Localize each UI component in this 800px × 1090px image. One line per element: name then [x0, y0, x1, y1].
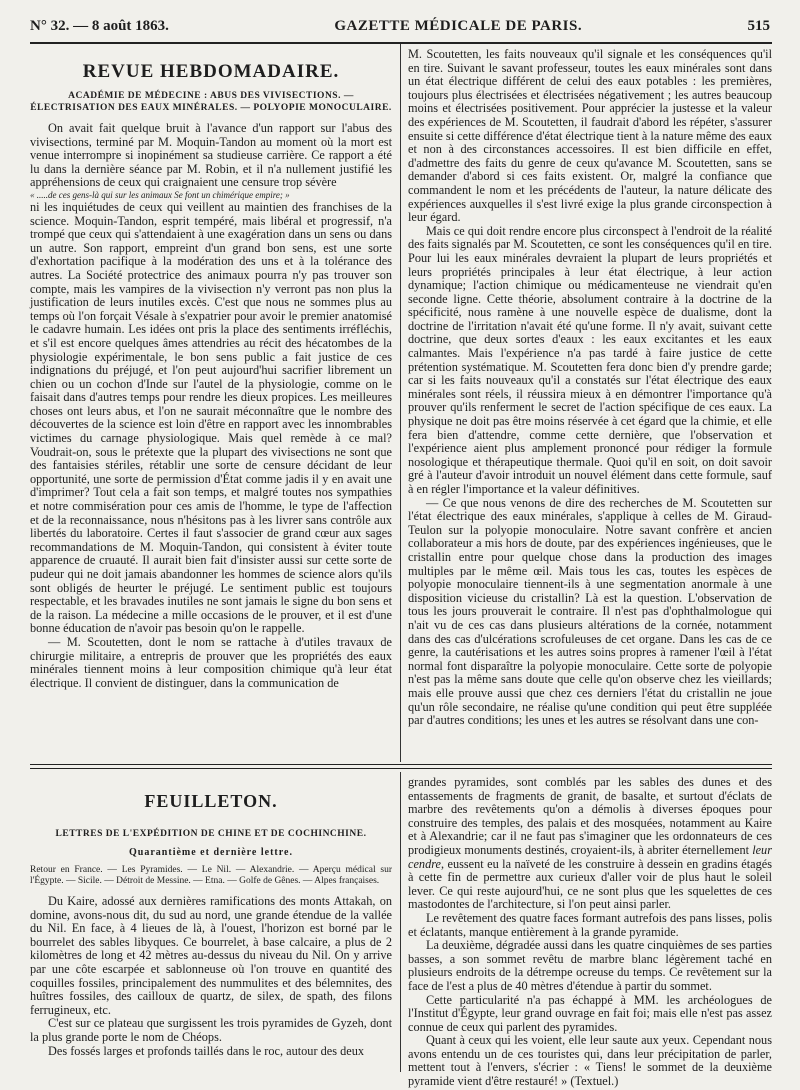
- feuilleton-left-column: [30, 776, 392, 1076]
- revue-paragraph-1: On avait fait quelque bruit à l'avance d'un rapport sur l'abus des vivisections, terminé par M. Moquin-Tandon au moment où la mort est venue interrompre si inopinément sa studieuse carrière. Ce rapport a été lu dans la dernière séance par M. Robin, et il n'a nullement justifié les appréhensions de ceux qui craignaient une censure trop sévère: [30, 121, 392, 190]
- feuilleton-paragraph-8: Quant à ceux qui les voient, elle leur saute aux yeux. Cependant nous avons entendu un de ces touristes qui, dans leur précipitation de parler, mettent tout à l'envers, s'écrier : « Tiens! le sommet de la deuxième pyramide vient d'être restauré! » (Textuel.): [408, 1033, 772, 1089]
- feuilleton-paragraph-1: Du Kaire, adossé aux dernières ramifications des monts Attakah, on domine, avons-nous dit, du sud au nord, une grande étendue de la vallée du Nil. En face, à 4 lieues de là, à l'ouest, l'horizon est borné par le bourrelet des sables libyques. Ce bourrelet, à base calcaire, a plus de 2 kilomètres de long et 42 mètres au-dessus du niveau du Nil. On y arrive par une côte escarpée et sablonneuse où l'on trouve en quantité des coquilles fossiles, principalement des nummulites et des bélemnites, des huîtres fossiles, des cailloux de quartz, de silex, de spath, des filons ferrugineux, etc.: [30, 894, 392, 1017]
- feuilleton-paragraph-4: [408, 776, 772, 912]
- revue-paragraph-6: — Ce que nous venons de dire des recherches de M. Scoutetten sur l'état électrique des eaux minérales, s'applique à celles de M. Giraud-Teulon sur la polyopie monoculaire. Notre savant confrère et ancien collaborateur a mis hors de doute, par des expériences ingénieuses, que le cristallin entre pour quelque chose dans la production des images multiples par le même œil. Mais tous les cas, toutes les espèces de polyopie monoculaire tiennent-ils à une segmentation anormale à une disposition vicieuse du cristallin? Là est la question. L'observation de tous les jours prouverait le contraire. Il n'est pas d'ophthalmologue qui n'ait vu de ces cas dans plusieurs altérations de la cornée, notamment dans des cas d'ulcérations scrofuleuses de cet organe. Dans les cas de ce genre, la cautérisations et les autres soins propres à ramener l'œil à l'état normal font disparaître la polyopie monoculaire. Cette sorte de polyopie n'est pas la même sans doute que celle qu'on observe chez les vieillards; mais elle prouve aussi que chez ces derniers l'état du cristallin ne joue qu'un rôle secondaire, ne réalise qu'une condition qui peut être suppléée par d'autres conditions; les unes et les autres se résolvant dans une con-: [408, 495, 772, 728]
- feuilleton-rule-1: [30, 764, 772, 765]
- poem-quote: « .....de ces gens-là qui sur les animaux Se font un chimérique empire; »: [30, 189, 290, 200]
- column-divider-top: [400, 44, 401, 762]
- journal-title: GAZETTE MÉDICALE DE PARIS.: [334, 18, 583, 34]
- feuilleton-paragraph-4-text: grandes pyramides, sont comblés par les sables des dunes et des entassements de fragments de granit, de basalte, et surtout d'éclats de marbre des revêtements qu'on a démolis à diverses époques pour construire des temples, des palais et des mosquées, notamment au Kaire et à Alexandrie; car il ne faut pas s'imaginer que les ordonnateurs de ces prodigieux monuments destinés, croyaient-ils, à abriter éternellement: [408, 775, 772, 857]
- revue-title: REVUE HEBDOMADAIRE.: [82, 61, 340, 82]
- feuilleton-subtitle: LETTRES DE L'EXPÉDITION DE CHINE ET DE COCHINCHINE.: [55, 829, 367, 839]
- feuilleton-rule-2: [30, 768, 772, 769]
- feuilleton-paragraph-3: Des fossés larges et profonds taillés dans le roc, autour des deux: [48, 1043, 364, 1058]
- feuilleton-title: FEUILLETON.: [144, 791, 278, 811]
- revue-paragraph-4: M. Scoutetten, les faits nouveaux qu'il signale et les conséquences qu'il en tire. Suivant le savant professeur, toutes les eaux minérales sont dans un état électrique différent de celui des eaux potables : les premières, toujours plus électrisées et électrisées négativement ; les autres beaucoup moins et électrisées positivement. Pour apprécier la justesse et la valeur des expériences de M. Scoutetten, il faudrait d'abord les répéter, s'assurer ensuite si cette différence d'état électrique tient à la nature même des eaux et non à des circonstances accessoires. Il est bien difficile en effet, d'admettre des faits du genre de ceux qu'avance M. Scoutetten, sans se demander d'abord si ces faits existent. Or, malgré la confiance que commandent le nom et les précédents de l'auteur, la nature délicate des expériences auxquelles il s'est livré exige la plus grande circonspection à leur égard.: [408, 47, 772, 225]
- revue-paragraph-2: ni les inquiétudes de ceux qui veillent au maintien des franchises de la science. Moquin-Tandon, esprit tempéré, mais libéral et progressif, n'a trompé que ceux qui s'attendaient à une exagération dans un sens ou dans un autre. Son rapport, empreint d'un grand bon sens, est une sorte d'exhortation pacifique à la modération des uns et à la tolérance des autres. La Société protectrice des animaux pourra n'y pas trouver son compte, mais les vampires de la vivisection n'y verront pas non plus la justification de leurs inutiles excès. C'est que nous ne sommes plus au temps où l'on forçait Vésale à s'expatrier pour avoir le premier anatomisé le cadavre humain. Les idées ont pris la place des sentiments irréfléchis, et s'il est encore quelques âmes attendries au récit des hécatombes de la physiologie expérimentale, le bon sens public a fait justice de ces indignations du préjugé, et l'on peut aujourd'hui sacrifier librement un chien ou un cochon d'Inde sur l'autel de la physiologie, comme on le faisait dans d'autres temps pour rendre les dieux propices. Les meilleures choses ont leurs abus, et l'on ne saurait méconnaître que le nombre des découvertes de la science est loin d'être en rapport avec les innombrables victimes du carnage physiologique. Mais quel remède à ce mal? Voudrait-on, sous le prétexte que la plupart des vivisections ne sont que des fantaisies stériles, rétablir une sorte de censure décidant de leur opportunité, une sorte de permission d'État comme jadis il y en avait une d'imprimer? Tout cela a fait son temps, et malgré toutes nos sympathies et notre commisération pour ces amis de l'homme, le type de l'affection et de la reconnaissance, nous n'hésitons pas à les livrer sans contrôle aux libertés du laboratoire. Certes il faut s'associer de grand cœur aux sages recommandations de M. Moquin-Tandon, qui consistent à éviter toute apparence de cruauté. Il aurait bien fait d'insister aussi sur cette sorte de pudeur qui ne doit jamais abandonner les hommes de science alors qu'ils sont obligés de heurter le préjugé. Le sentiment public est toujours respectable, et les bravades inutiles ne sont jamais le signe du bon sens et de la raison. La médecine a mille occasions de le prouver, et il est d'une bonne éducation de n'avoir pas besoin qu'on le rappelle.: [30, 199, 392, 636]
- revue-left-column: [30, 48, 392, 760]
- revue-paragraph-5: Mais ce qui doit rendre encore plus circonspect à l'endroit de la réalité des faits signalés par M. Scoutetten, ce sont les conséquences qu'il en tire. Pour lui les eaux minérales devraient la plupart de leurs propriétés et leurs propriétés principales à leur état électrique, à leur action dynamique; l'action chimique ou médicamenteuse ne viendrait qu'en seconde ligne. Cette théorie, absolument contraire à la doctrine de la spécificité, nous ramène à une nouvelle espèce de dualisme, dont la doctrine de l'irritation n'avait été qu'une forme. Il n'y avait, suivant cette doctrine, que deux sortes d'eaux : les eaux excitantes et les eaux calmantes. Mais l'expérience n'a pas tardé à faire justice de cette prétention systématique. M. Scoutetten fera donc bien d'y prendre garde; car si les faits nouveaux qu'il a constatés sur l'état électrique des eaux minérales sont réels, il réussira mieux à en démontrer l'importance qu'à prouver qu'ils renferment le secret de l'action spécifique de ces eaux. La physique ne doit pas être moins réservée à cet égard que la chimie, et elle fera bien d'attendre, comme cette dernière, que l'observation et l'expérience aient plus amplement prononcé pour rédiger la formule nosologique et thérapeutique thermale. Quoi qu'il en soit, on doit savoir gré à l'auteur d'avoir introduit un nouvel élément dans cette formule, sauf à en régler l'importance et la valeur définitives.: [408, 223, 772, 496]
- column-divider-bottom: [400, 772, 401, 1072]
- feuilleton-paragraph-6: La deuxième, dégradée aussi dans les quatre cinquièmes de ses parties basses, a son sommet revêtu de marbre blanc légèrement taché en plusieurs endroits de la détrempe ocreuse du temps. Ce revêtement sur la face de l'est a plus de 40 mètres d'étendue à partir du sommet.: [408, 938, 772, 993]
- revue-subtitle: ACADÉMIE DE MÉDECINE : ABUS DES VIVISECTIONS. — ÉLECTRISATION DES EAUX MINÉRALES. — POLYOPIE MONOCULAIRE.: [30, 91, 392, 113]
- revue-right-column: [408, 48, 772, 760]
- feuilleton-paragraph-2: C'est sur ce plateau que surgissent les trois pyramides de Gyzeh, dont la plus grande porte le nom de Chéops.: [30, 1016, 392, 1044]
- header-rule: [30, 42, 772, 44]
- feuilleton-paragraph-4-emphasis: leur cendre: [408, 842, 772, 871]
- letter-summary: Retour en France. — Les Pyramides. — Le Nil. — Alexandrie. — Aperçu médical sur l'Égypte. — Sicile. — Détroit de Messine. — Etna. — Golfe de Gênes. — Alpes françaises.: [30, 865, 392, 886]
- feuilleton-paragraph-7: Cette particularité n'a pas échappé à MM. les archéologues de l'Institut d'Égypte, leur grand ouvrage en fait foi; mais elle n'est pas assez connue de ceux qui parlent des pyramides.: [408, 992, 772, 1034]
- page-header: [30, 18, 770, 38]
- feuilleton-paragraph-4-rest: , eussent eu la naïveté de les construire à dessein en gradins étagés à cette fin de permettre aux curieux d'aller voir de plus haut le soleil lever. Ce qui reste aujourd'hui, ce ne sont plus que les squelettes de ces mastodontes de l'architecture, si l'on peut ainsi parler.: [408, 856, 772, 912]
- feuilleton-right-column: [408, 775, 772, 1089]
- issue-date: N° 32. — 8 août 1863.: [30, 18, 169, 34]
- revue-paragraph-3: — M. Scoutetten, dont le nom se rattache à d'utiles travaux de chirurgie militaire, a entrepris de prouver que les propriétés des eaux minérales tiennent moins à leur composition chimique qu'à leur état électrique. Il convient de distinguer, dans la communication de: [30, 634, 392, 690]
- feuilleton-paragraph-5: Le revêtement des quatre faces formant autrefois des pans lisses, polis et éclatants, manque entièrement à la grande pyramide.: [408, 910, 772, 939]
- page-number: 515: [747, 18, 770, 34]
- letter-title: Quarantième et dernière lettre.: [129, 847, 293, 858]
